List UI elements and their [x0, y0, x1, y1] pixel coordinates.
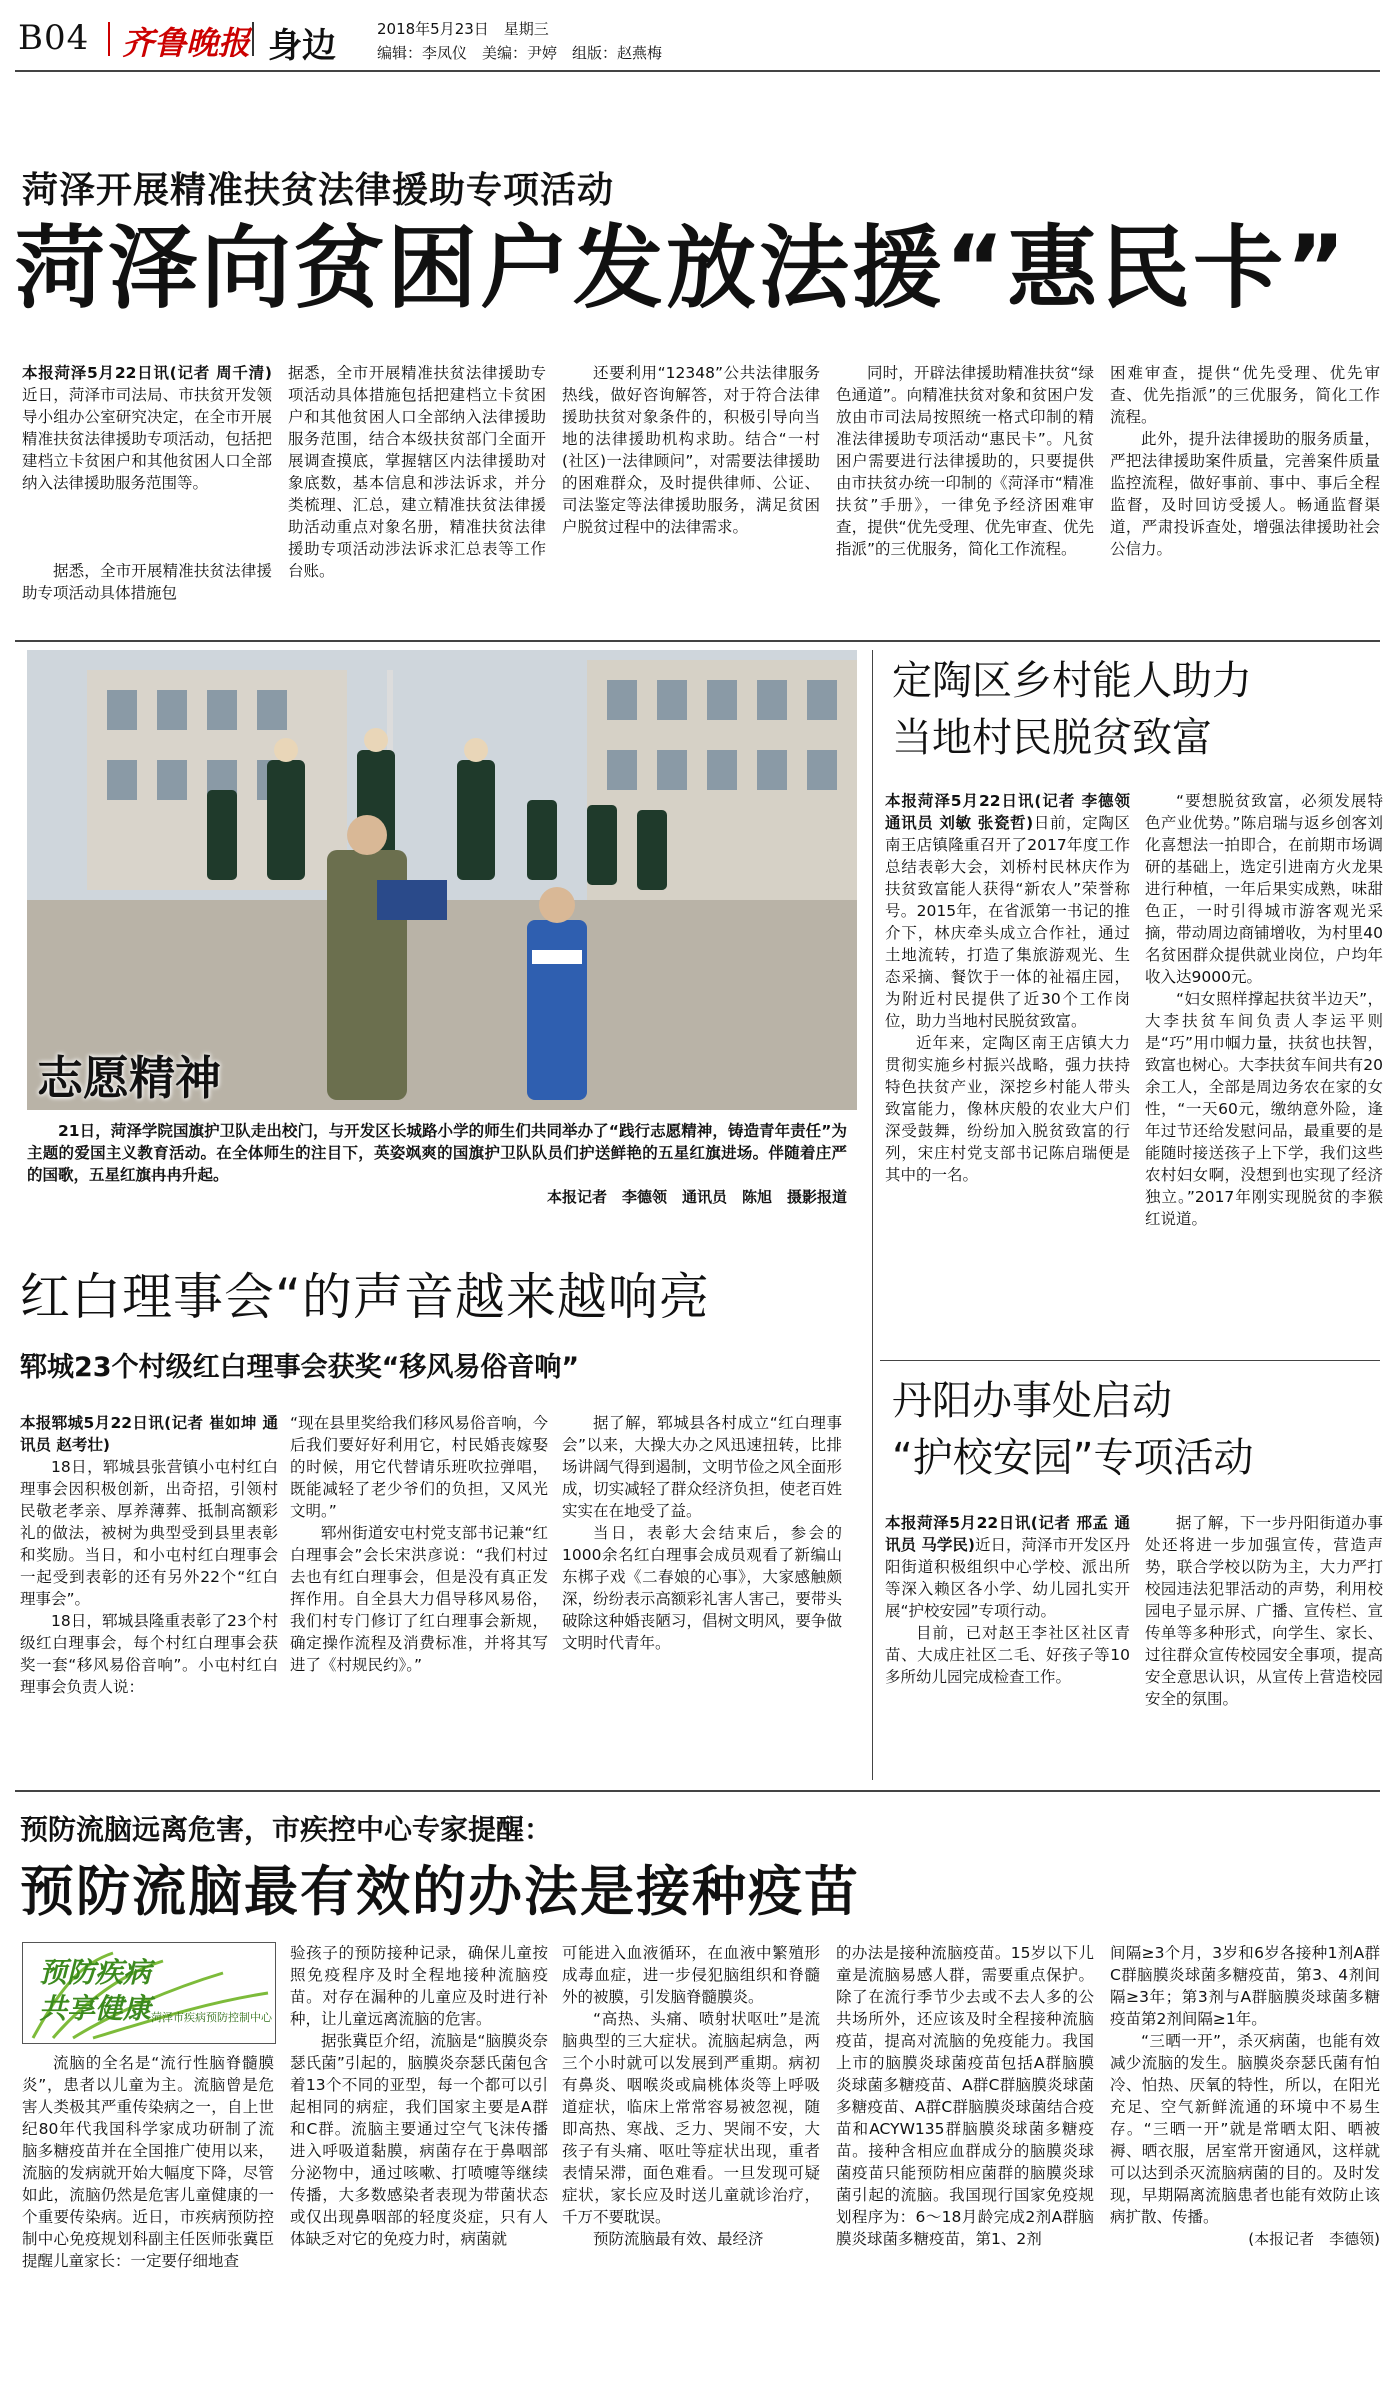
logo-slogan-line1: 预防疾病 [39, 1956, 152, 1989]
photo-credit: 本报记者 李德领 通讯员 陈旭 摄影报道 [546, 1188, 847, 1206]
story5-p1b: 验孩子的预防接种记录，确保儿童按照免疫程序及时全程地接种流脑疫苗。对存在漏种的儿童应及时进行补种，让儿童远离流脑的危害。 [290, 1944, 548, 2028]
story2-col2 [290, 1412, 548, 1676]
news-photo [27, 650, 857, 1110]
story5-credit: (本报记者 李德领) [1248, 2230, 1380, 2248]
page-number: B04 [18, 18, 90, 58]
story5-p4a: 预防流脑最有效、最经济 [593, 2230, 764, 2248]
story1-headline: 菏泽向贫困户发放法援“惠民卡” [15, 216, 1349, 321]
editors-line: 编辑：李凤仪 美编：尹婷 组版：赵燕梅 [377, 44, 663, 62]
story3-col1 [885, 790, 1130, 1186]
story1-p4-cont: 困难审查，提供“优先受理、优先审查、优先指派”的三优服务，简化工作流程。 [1110, 364, 1380, 426]
story4-byline: 本报菏泽5月22日讯(记者 邢孟 通讯员 马学民) [885, 1514, 1130, 1554]
story2-col3 [562, 1412, 842, 1654]
story5-col3 [562, 1942, 820, 2250]
story5-kicker: 预防流脑远离危害，市疾控中心专家提醒： [20, 1813, 553, 1846]
story1-byline: 本报菏泽5月22日讯(记者 周千清) [22, 364, 272, 382]
story1-col3 [562, 362, 820, 626]
story3-p3: “要想脱贫致富，必须发展特色产业优势。”陈启瑞与返乡创客刘化喜想法一拍即合，在前期市场调研的基础上，选定引进南方火龙果进行种植，一年后果实成熟，味甜色正，一时引得城市游客观光采摘，带动周边商铺增收，为村里40名贫困群众提供就业岗位，户均年收入达9000元。 [1145, 792, 1383, 986]
story4-headline-line2: “护校安园”专项活动 [892, 1435, 1254, 1481]
story5-p3: “高热、头痛、喷射状呕吐”是流脑典型的三大症状。流脑起病急，两三个小时就可以发展到严重期。病初有鼻炎、咽喉炎或扁桃体炎等上呼吸道症状，临床上常常容易被忽视，随即高热、寒战、乏力、哭闹不安，大孩子有头痛、呕吐等症状出现，重者表情呆滞，面色难看。一旦发现可疑症状，家长应及时送儿童就诊治疗，千万不要耽误。 [562, 2010, 820, 2226]
section-name: 身边 [268, 26, 336, 66]
story2-rule [15, 1790, 1380, 1792]
story4-col2 [1145, 1512, 1383, 1710]
story3-headline-line1: 定陶区乡村能人助力 [892, 658, 1252, 704]
paper-name-logo: 齐鲁晚报 [122, 24, 251, 62]
story2-subhead: 郓城23个村级红白理事会获奖“移风易俗音响” [20, 1352, 580, 1383]
story4-p3: 据了解，下一步丹阳街道办事处还将进一步加强宣传，营造声势，联合学校以防为主，大力严打校园违法犯罪活动的声势，利用校园电子显示屏、广播、宣传栏、宣传单等多种形式，向学生、家长、过往群众宣传校园安全事项，提高安全意思认识，从宣传上营造校园安全的氛围。 [1145, 1514, 1383, 1708]
story5-col4 [836, 1942, 1094, 2360]
story3-headline-line2: 当地村民脱贫致富 [892, 715, 1212, 761]
logo-slogan-line2: 共享健康 [39, 1992, 152, 2025]
issue-date: 2018年5月23日 星期三 [377, 20, 549, 38]
story1-col5 [1110, 362, 1380, 560]
story1-col2b [288, 362, 546, 626]
story1-p2a: 据悉，全市开展精准扶贫法律援助专项活动具体措施包 [22, 562, 272, 602]
story2-p2-lead: 18日，郓城县隆重表彰了23个村级红白理事会，每个村红白理事会获奖一套“移风易俗音响”。小屯村红白理事会负责人说： [20, 1612, 278, 1696]
story1-kicker: 菏泽开展精准扶贫法律援助专项活动 [22, 170, 615, 211]
header-divider [252, 22, 254, 56]
photo-caption [27, 1120, 847, 1208]
story1-p1: 近日，菏泽市司法局、市扶贫开发领导小组办公室研究决定，在全市开展精准扶贫法律援助专项活动，包括把建档立卡贫困户和其他贫困人口全部纳入法律援助服务范围等。 [22, 386, 272, 492]
story1-p3: 还要利用“12348”公共法律服务热线，做好咨询解答，对于符合法律援助扶贫对象条件的，积极引导向当地的法律援助机构求助。结合“一村(社区)一法律顾问”，对需要法律援助的困难群众，及时提供律师、公证、司法鉴定等法律援助服务，满足贫困户脱贫过程中的法律需求。 [562, 364, 820, 536]
story1-p2: 据悉，全市开展精准扶贫法律援助专项活动具体措施包括把建档立卡贫困户和其他贫困人口全部纳入法律援助服务范围，结合本级扶贫部门全面开展调查摸底，掌握辖区内法律援助对象底数，基本信息和涉法诉求，并分类梳理、汇总，建立精准扶贫法律援助活动重点对象名册，精准扶贫法律援助专项活动涉法诉求汇总表等工作台账。 [288, 364, 546, 580]
story5-col5 [1110, 1942, 1380, 2250]
story3-p4: “妇女照样撑起扶贫半边天”，大李扶贫车间负责人李运平则是“巧”用巾帼力量，扶贫也扶智，致富也树心。大李扶贫车间共有20余工人，全部是周边务农在家的女性，“一天60元，缴纳意外险，逢年过节还给发慰问品，最重要的是能随时接送孩子上下学，我们这些农村妇女啊，没想到也实现了经济独立。”2017年刚实现脱贫的李猴红说道。 [1145, 990, 1383, 1228]
story5-headline: 预防流脑最有效的办法是接种疫苗 [20, 1860, 860, 1923]
story1-p5: 此外，提升法律援助的服务质量，严把法律援助案件质量，完善案件质量监控流程，做好事前、事中、事后全程监督，及时回访受援人。畅通监督渠道，严肃投诉查处，增强法律援助社会公信力。 [1110, 430, 1380, 558]
story2-p4: 据了解，郓城县各村成立“红白理事会”以来，大操大办之风迅速扭转，比排场讲阔气得到遏制，文明节俭之风全面形成，切实减轻了群众经济负担，使老百姓实实在在地受了益。 [562, 1414, 842, 1520]
story1-p4: 同时，开辟法律援助精准扶贫“绿色通道”。向精准扶贫对象和贫困户发放由市司法局按照统一格式印制的精准法律援助专项活动“惠民卡”。凡贫困户需要进行法律援助的，只要提供由市扶贫办统一印制的《菏泽市“精准扶贫”手册》，一律免予经济困难审查，提供“优先受理、优先审查、优先指派”的三优服务，简化工作流程。 [836, 364, 1094, 558]
header-rule [15, 70, 1380, 72]
story2-byline: 本报郓城5月22日讯(记者 崔如坤 通讯员 赵考壮) [20, 1414, 278, 1454]
story1-col2 [22, 560, 272, 604]
story5-p4b: 的办法是接种流脑疫苗。15岁以下儿童是流脑易感人群，需要重点保护。除了在流行季节少去或不去人多的公共场所外，还应该及时全程接种流脑疫苗，提高对流脑的免疫能力。我国上市的脑膜炎球菌疫苗包括A群脑膜炎球菌多糖疫苗、A群C群脑膜炎球菌多糖疫苗、A群C群脑膜炎球菌结合疫苗和ACYW135群脑膜炎球菌多糖疫苗。接种含相应血群成分的脑膜炎球菌疫苗只能预防相应菌群的脑膜炎球菌引起的流脑。我国现行国家免疫规划程序为：6～18月龄完成2剂A群脑膜炎球菌多糖疫苗，第1、2剂 [836, 1944, 1094, 2248]
story4-headline-line1: 丹阳办事处启动 [892, 1378, 1172, 1424]
story3-col2 [1145, 790, 1383, 1230]
health-logo-box [22, 1942, 276, 2044]
story5-col1 [22, 2052, 274, 2272]
story4-col1 [885, 1512, 1130, 1688]
story2-col1b [20, 1610, 278, 1698]
story2-p3: 郓州街道安屯村党支部书记兼“红白理事会”会长宋洪彦说：“我们村过去也有红白理事会，但是没有真正发挥作用。自全县大力倡导移风易俗，我们村专门修订了红白理事会新规，确定操作流程及消费标准，并将其写进了《村规民约》。” [290, 1524, 548, 1674]
story1-rule [15, 640, 1380, 642]
story1-col1 [22, 362, 272, 494]
story5-p2b: 可能进入血液循环，在血液中繁殖形成毒血症，进一步侵犯脑组织和脊髓外的被膜，引发脑脊髓膜炎。 [562, 1944, 820, 2006]
story5-p1a: 流脑的全名是“流行性脑脊髓膜炎”，患者以儿童为主。流脑曾是危害人类极其严重传染病之一，自上世纪80年代我国科学家成功研制了流脑多糖疫苗并在全国推广使用以来，流脑的发病就开始大幅度下降，尽管如此，流脑仍然是危害儿童健康的一个重要传染病。近日，市疾病预防控制中心免疫规划科副主任医师张冀臣提醒儿童家长：一定要仔细地查 [22, 2054, 274, 2270]
story5-p4c: 间隔≥3个月，3岁和6岁各接种1剂A群C群脑膜炎球菌多糖疫苗，第3、4剂间隔≥3年；第3剂与A群脑膜炎球菌多糖疫苗第2剂间隔≥1年。 [1110, 1944, 1380, 2028]
photo-caption-title: 志愿精神 [37, 1051, 221, 1105]
header-divider [108, 22, 110, 56]
story5-p5: “三晒一开”，杀灭病菌，也能有效减少流脑的发生。脑膜炎奈瑟氏菌有怕冷、怕热、厌氧的特性，所以，在阳光充足、空气新鲜流通的环境中不易生存。“三晒一开”就是常晒太阳、晒被褥、晒衣服，居室常开窗通风，这样就可以达到杀灭流脑病菌的目的。及时发现，早期隔离流脑患者也能有效防止该病扩散、传播。 [1110, 2032, 1380, 2226]
page-header [0, 0, 1395, 68]
photo-illustration [27, 650, 857, 1110]
story5-col2 [290, 1942, 548, 2250]
story2-p5: 当日，表彰大会结束后，参会的1000余名红白理事会成员观看了新编山东梆子戏《二春娘的心事》，大家感触颇深，纷纷表示高额彩礼害人害己，要带头破除这种婚丧陋习，倡树文明风，要争做文明时代青年。 [562, 1524, 842, 1652]
story3-p2: 近年来，定陶区南王店镇大力贯彻实施乡村振兴战略，强力扶持特色扶贫产业，深挖乡村能人带头致富能力，像林庆般的农业大户们深受鼓舞，纷纷加入脱贫致富的行列，宋庄村党支部书记陈启瑞便是其中的一名。 [885, 1034, 1130, 1184]
story4-p2: 目前，已对赵王李社区社区青苗、大成庄社区二毛、好孩子等10多所幼儿园完成检查工作。 [885, 1624, 1130, 1686]
photo-caption-text: 21日，菏泽学院国旗护卫队走出校门，与开发区长城路小学的师生们共同举办了“践行志愿精神，铸造青年责任”为主题的爱国主义教育活动。在全体师生的注目下，英姿飒爽的国旗护卫队队员们护送鲜艳的五星红旗进场。伴随着庄严的国歌，五星红旗冉冉升起。 [27, 1122, 847, 1184]
story3-byline: 本报菏泽5月22日讯(记者 李德领 通讯员 刘敏 张瓷哲) [885, 792, 1130, 832]
story1-col4 [836, 362, 1094, 626]
logo-org-name: 菏泽市疾病预防控制中心 [151, 2011, 272, 2024]
story2-col1 [20, 1412, 278, 1610]
vertical-rule [872, 650, 873, 1780]
story2-p2-quote: “现在县里奖给我们移风易俗音响，今后我们要好好利用它，村民婚丧嫁娶的时候，用它代替请乐班吹拉弹唱，既能减轻了老少爷们的负担，又风光文明。” [290, 1414, 548, 1520]
story5-p2a: 据张冀臣介绍，流脑是“脑膜炎奈瑟氏菌”引起的，脑膜炎奈瑟氏菌包含着13个不同的亚型，每一个都可以引起相同的病症，我们国家主要是A群和C群。流脑主要通过空气飞沫传播进入呼吸道黏膜，病菌存在于鼻咽部分泌物中，通过咳嗽、打喷嚏等继续传播，大多数感染者表现为带菌状态或仅出现鼻咽部的轻度炎症，只有人体缺乏对它的免疫力时，病菌就 [290, 2032, 548, 2248]
story3-rule [880, 1360, 1380, 1361]
story2-headline: 红白理事会“的声音越来越响亮 [20, 1268, 710, 1326]
story4-p1: 近日，菏泽市开发区丹阳街道积极组织中心学校、派出所等深入赖区各小学、幼儿园扎实开展“护校安园”专项行动。 [885, 1536, 1130, 1620]
story2-p1: 18日，郓城县张营镇小屯村红白理事会因积极创新，出奇招，引领村民敬老孝亲、厚养薄葬、抵制高额彩礼的做法，被树为典型受到县里表彰和奖励。当日，和小屯村红白理事会一起受到表彰的还有另外22个“红白理事会”。 [20, 1458, 278, 1608]
story3-p1: 日前，定陶区南王店镇隆重召开了2017年度工作总结表彰大会，刘桥村民林庆作为扶贫致富能人获得“新农人”荣誉称号。2015年，在省派第一书记的推介下，林庆牵头成立合作社，通过土地流转，打造了集旅游观光、生态采摘、餐饮于一体的祉福庄园，为附近村民提供了近30个工作岗位，助力当地村民脱贫致富。 [885, 814, 1130, 1030]
